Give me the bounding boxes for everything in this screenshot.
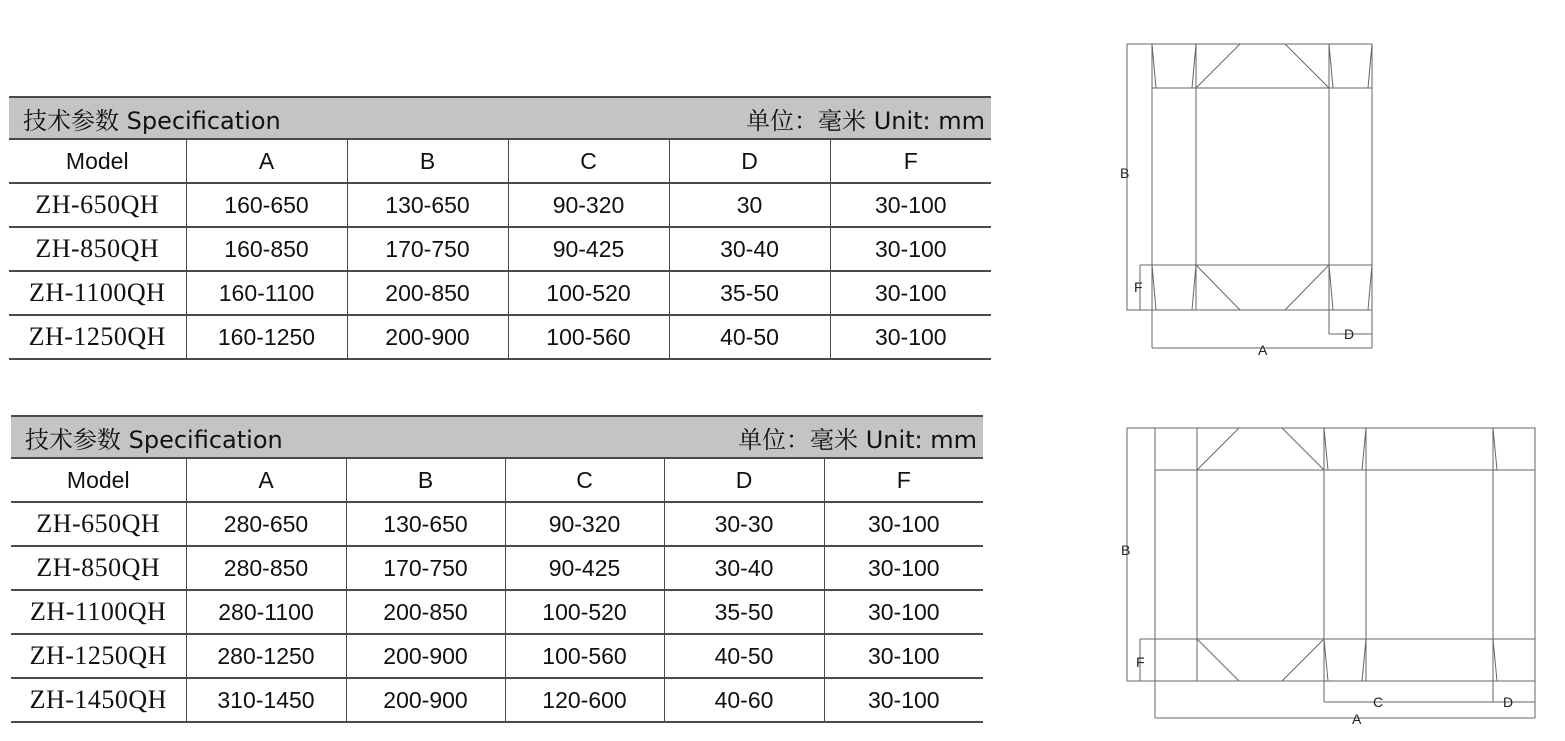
corner-fold xyxy=(1282,639,1324,681)
label-d: D xyxy=(1503,694,1514,710)
cell-f: 30-100 xyxy=(824,546,983,590)
label-a: A xyxy=(1352,711,1362,727)
box-diagram-1 xyxy=(1120,44,1372,358)
model-cell: ZH-1100QH xyxy=(9,271,186,315)
flap-taper xyxy=(1329,44,1333,88)
cell-a: 160-1250 xyxy=(186,315,347,359)
label-f: F xyxy=(1136,654,1145,670)
flap-taper xyxy=(1493,639,1497,681)
flap-taper xyxy=(1192,265,1196,310)
cell-f: 30-100 xyxy=(830,227,991,271)
cell-a: 280-1100 xyxy=(186,590,346,634)
flap-taper xyxy=(1362,639,1366,681)
cell-a: 280-850 xyxy=(186,546,346,590)
corner-fold xyxy=(1197,428,1239,470)
cell-d: 35-50 xyxy=(664,590,824,634)
spec-title: 技术参数 Specification xyxy=(25,425,283,454)
cell-f: 30-100 xyxy=(824,678,983,722)
cell-f: 30-100 xyxy=(824,502,983,546)
flap-taper xyxy=(1493,428,1497,470)
col-header-f: F xyxy=(824,458,983,502)
flap-taper xyxy=(1152,44,1156,88)
cell-b: 200-900 xyxy=(346,634,505,678)
cell-c: 90-425 xyxy=(505,546,664,590)
label-b: B xyxy=(1120,165,1130,181)
cell-c: 90-320 xyxy=(505,502,664,546)
box-outline xyxy=(1127,428,1535,681)
label-d: D xyxy=(1344,326,1355,342)
unit-label: 单位：毫米 Unit: mm xyxy=(738,425,978,454)
cell-b: 200-900 xyxy=(347,315,508,359)
col-header-d: D xyxy=(664,458,824,502)
cell-a: 280-650 xyxy=(186,502,346,546)
cell-c: 120-600 xyxy=(505,678,664,722)
model-cell: ZH-850QH xyxy=(11,546,186,590)
label-a: A xyxy=(1258,342,1268,358)
model-cell: ZH-1450QH xyxy=(11,678,186,722)
model-cell: ZH-650QH xyxy=(11,502,186,546)
box-outline xyxy=(1127,44,1372,310)
model-cell: ZH-1100QH xyxy=(11,590,186,634)
cell-d: 40-60 xyxy=(664,678,824,722)
cell-b: 200-850 xyxy=(346,590,505,634)
cell-d: 30 xyxy=(669,183,830,227)
cell-d: 40-50 xyxy=(669,315,830,359)
col-header-c: C xyxy=(508,139,669,183)
cell-d: 30-40 xyxy=(669,227,830,271)
label-f: F xyxy=(1134,279,1143,295)
col-header-model: Model xyxy=(9,139,186,183)
label-c: C xyxy=(1373,694,1384,710)
cell-c: 100-560 xyxy=(508,315,669,359)
flap-taper xyxy=(1368,265,1372,310)
model-cell: ZH-650QH xyxy=(9,183,186,227)
cell-a: 310-1450 xyxy=(186,678,346,722)
cell-c: 100-520 xyxy=(508,271,669,315)
corner-fold xyxy=(1282,428,1324,470)
cell-b: 130-650 xyxy=(346,502,505,546)
cell-d: 40-50 xyxy=(664,634,824,678)
col-header-b: B xyxy=(346,458,505,502)
col-header-c: C xyxy=(505,458,664,502)
cell-b: 170-750 xyxy=(347,227,508,271)
cell-b: 130-650 xyxy=(347,183,508,227)
model-cell: ZH-850QH xyxy=(9,227,186,271)
cell-f: 30-100 xyxy=(830,271,991,315)
col-header-d: D xyxy=(669,139,830,183)
flap-taper xyxy=(1329,265,1333,310)
flap-taper xyxy=(1152,265,1156,310)
flap-taper xyxy=(1324,428,1328,470)
cell-c: 100-560 xyxy=(505,634,664,678)
cell-d: 30-40 xyxy=(664,546,824,590)
flap-taper xyxy=(1324,639,1328,681)
col-header-b: B xyxy=(347,139,508,183)
corner-fold xyxy=(1197,639,1239,681)
cell-b: 170-750 xyxy=(346,546,505,590)
col-header-model: Model xyxy=(11,458,186,502)
model-cell: ZH-1250QH xyxy=(9,315,186,359)
cell-d: 35-50 xyxy=(669,271,830,315)
cell-f: 30-100 xyxy=(824,634,983,678)
label-b: B xyxy=(1121,542,1131,558)
cell-a: 160-650 xyxy=(186,183,347,227)
cell-c: 90-425 xyxy=(508,227,669,271)
col-header-f: F xyxy=(830,139,991,183)
corner-fold xyxy=(1196,44,1240,88)
model-cell: ZH-1250QH xyxy=(11,634,186,678)
flap-taper xyxy=(1362,428,1366,470)
cell-b: 200-850 xyxy=(347,271,508,315)
corner-fold xyxy=(1285,265,1329,310)
cell-d: 30-30 xyxy=(664,502,824,546)
cell-a: 160-850 xyxy=(186,227,347,271)
cell-b: 200-900 xyxy=(346,678,505,722)
spec-title: 技术参数 Specification xyxy=(23,106,281,135)
col-header-a: A xyxy=(186,458,346,502)
corner-fold xyxy=(1285,44,1329,88)
unit-label: 单位：毫米 Unit: mm xyxy=(746,106,986,135)
box-diagram-2 xyxy=(1121,428,1535,727)
cell-f: 30-100 xyxy=(830,183,991,227)
flap-taper xyxy=(1192,44,1196,88)
cell-a: 160-1100 xyxy=(186,271,347,315)
cell-c: 100-520 xyxy=(505,590,664,634)
cell-c: 90-320 xyxy=(508,183,669,227)
flap-taper xyxy=(1368,44,1372,88)
corner-fold xyxy=(1196,265,1240,310)
col-header-a: A xyxy=(186,139,347,183)
cell-f: 30-100 xyxy=(830,315,991,359)
cell-a: 280-1250 xyxy=(186,634,346,678)
cell-f: 30-100 xyxy=(824,590,983,634)
